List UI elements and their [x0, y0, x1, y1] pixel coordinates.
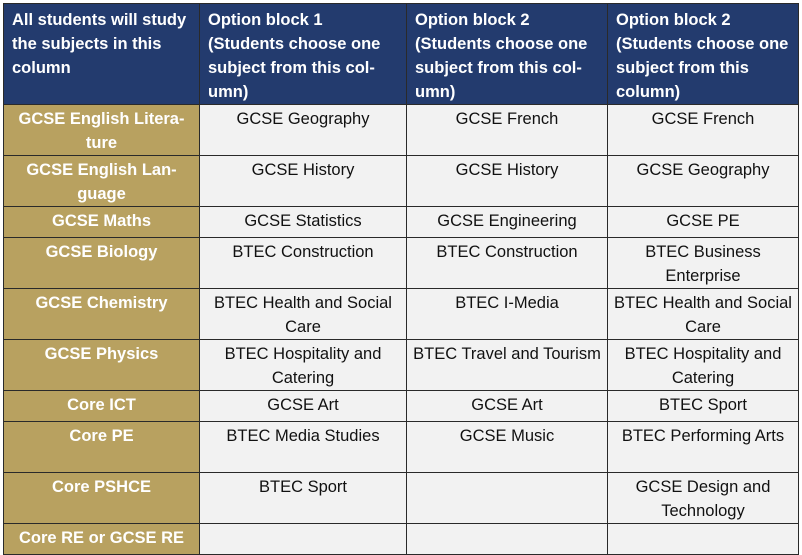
option-cell: BTEC Construction: [200, 238, 407, 289]
header-option-block-2b: Option block 2 (Students choose one subject from this column): [608, 4, 799, 105]
table-row: [4, 156, 799, 207]
header-row: [4, 4, 799, 105]
option-cell: GCSE Art: [407, 391, 608, 422]
option-cell: BTEC Sport: [200, 473, 407, 524]
core-subject-cell: Core PE: [4, 422, 200, 473]
option-cell: GCSE French: [608, 105, 799, 156]
option-cell: BTEC Hospitality and Catering: [608, 340, 799, 391]
table-row: [4, 524, 799, 555]
option-cell: BTEC Health and Social Care: [608, 289, 799, 340]
header-core-column: All students will study the subjects in this column: [4, 4, 200, 105]
option-cell: BTEC I-Media: [407, 289, 608, 340]
option-cell: [608, 524, 799, 555]
option-cell: BTEC Hospitality and Catering: [200, 340, 407, 391]
option-cell: BTEC Business Enterprise: [608, 238, 799, 289]
option-cell: GCSE French: [407, 105, 608, 156]
option-cell: GCSE PE: [608, 207, 799, 238]
option-cell: BTEC Media Studies: [200, 422, 407, 473]
core-subject-cell: Core ICT: [4, 391, 200, 422]
option-cell: [407, 473, 608, 524]
option-cell: GCSE Design and Technology: [608, 473, 799, 524]
table-row: [4, 391, 799, 422]
option-cell: GCSE Statistics: [200, 207, 407, 238]
option-cell: GCSE History: [407, 156, 608, 207]
core-subject-cell: GCSE Maths: [4, 207, 200, 238]
core-subject-cell: GCSE Chemistry: [4, 289, 200, 340]
table-row: [4, 422, 799, 473]
core-subject-cell: GCSE Physics: [4, 340, 200, 391]
header-option-block-2: Option block 2 (Students choose one subject from this col-umn): [407, 4, 608, 105]
option-cell: BTEC Construction: [407, 238, 608, 289]
option-cell: GCSE Geography: [608, 156, 799, 207]
option-cell: GCSE Music: [407, 422, 608, 473]
option-cell: [200, 524, 407, 555]
option-cell: GCSE History: [200, 156, 407, 207]
table-row: [4, 340, 799, 391]
option-cell: GCSE Engineering: [407, 207, 608, 238]
option-cell: GCSE Geography: [200, 105, 407, 156]
option-cell: GCSE Art: [200, 391, 407, 422]
table-row: [4, 105, 799, 156]
core-subject-cell: Core PSHCE: [4, 473, 200, 524]
option-cell: [407, 524, 608, 555]
table-row: [4, 473, 799, 524]
core-subject-cell: Core RE or GCSE RE: [4, 524, 200, 555]
options-table: [3, 3, 799, 555]
header-option-block-1: Option block 1 (Students choose one subject from this col-umn): [200, 4, 407, 105]
table-row: [4, 207, 799, 238]
core-subject-cell: GCSE Biology: [4, 238, 200, 289]
table-row: [4, 238, 799, 289]
option-cell: BTEC Health and Social Care: [200, 289, 407, 340]
core-subject-cell: GCSE English Lan-guage: [4, 156, 200, 207]
option-cell: BTEC Performing Arts: [608, 422, 799, 473]
table-row: [4, 289, 799, 340]
option-cell: BTEC Sport: [608, 391, 799, 422]
option-cell: BTEC Travel and Tourism: [407, 340, 608, 391]
core-subject-cell: GCSE English Litera-ture: [4, 105, 200, 156]
